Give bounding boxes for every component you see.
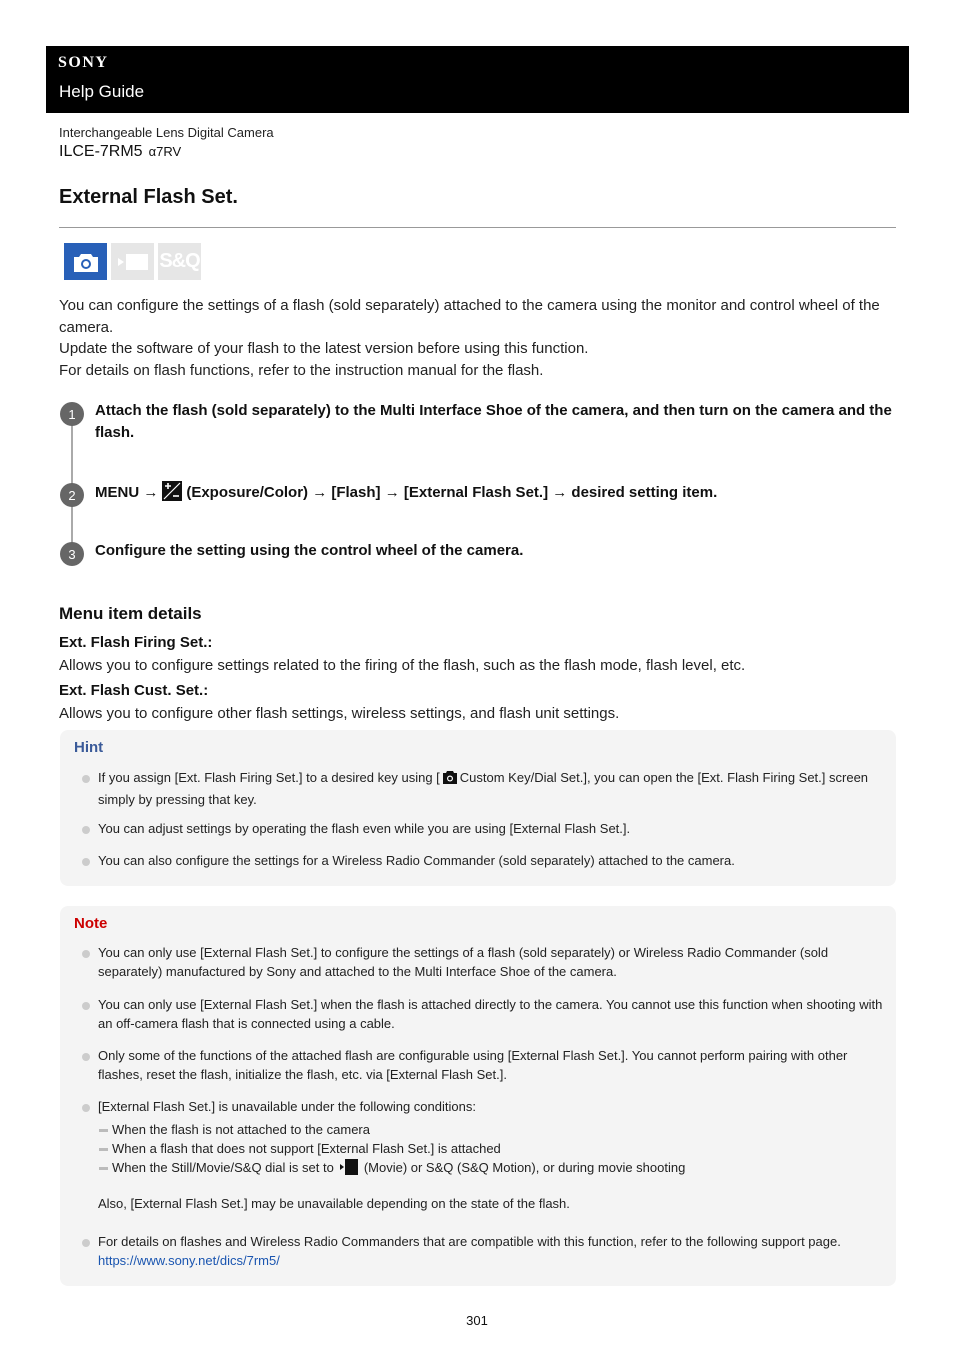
sq-label: S&Q [159, 250, 200, 272]
note-item: You can only use [External Flash Set.] to configure the settings of a flash (sold separately) or Wireless Radio Commander (sold separately) manufactured by Sony and attached to the Multi Interface Shoe of the camera. [98, 943, 884, 981]
still-mode-icon [64, 243, 107, 280]
step-menu-prefix: MENU → [95, 484, 159, 501]
hint-item [98, 768, 884, 809]
mode-icons [64, 243, 201, 280]
support-link[interactable]: https://www.sony.net/dics/7rm5/ [98, 1253, 280, 1268]
item-term: Ext. Flash Cust. Set.: [59, 682, 209, 699]
intro-line-1: You can configure the settings of a flash (sold separately) attached to the camera using the monitor and control wheel of the camera. [59, 297, 880, 336]
product-category: Interchangeable Lens Digital Camera [59, 125, 274, 140]
note-text: For details on flashes and Wireless Radio Commanders that are compatible with this function, refer to the following support page. [98, 1234, 841, 1249]
note-subitem: When a flash that does not support [External Flash Set.] is attached [112, 1141, 501, 1156]
sony-logo: SONY [58, 54, 109, 71]
hint-item: You can also configure the settings for a Wireless Radio Commander (sold separately) attached to the camera. [98, 851, 884, 870]
hint-text: If you assign [Ext. Flash Firing Set.] to a desired key using [ [98, 770, 440, 785]
exposure-color-icon [162, 481, 182, 501]
note-item [98, 1232, 884, 1270]
item-desc: Allows you to configure other flash settings, wireless settings, and flash unit settings. [59, 705, 620, 722]
step-text [95, 481, 895, 504]
camera-icon [442, 770, 458, 790]
note-subitem [112, 1158, 685, 1180]
intro-line-3: For details on flash functions, refer to the instruction manual for the flash. [59, 361, 544, 379]
title-divider [59, 227, 896, 228]
model-alpha: α7RV [148, 144, 182, 159]
menu-item-details-heading: Menu item details [59, 604, 202, 623]
page-title: External Flash Set. [59, 186, 238, 208]
note-subitem-text: When the Still/Movie/S&Q dial is set to [112, 1160, 334, 1175]
movie-icon [340, 1159, 358, 1180]
header-bar [46, 46, 909, 113]
model-name: ILCE-7RM5 [59, 143, 143, 160]
note-box [60, 906, 896, 1286]
note-label: Note [74, 915, 108, 932]
hint-label: Hint [74, 739, 104, 756]
step-text: Attach the flash (sold separately) to the Multi Interface Shoe of the camera, and then turn on the camera and the flash. [95, 402, 892, 441]
step-number: 2 [60, 483, 84, 507]
sq-mode-icon [158, 243, 201, 280]
note-subitem: When the flash is not attached to the camera [112, 1122, 370, 1137]
step-number: 3 [60, 542, 84, 566]
step-text: Configure the setting using the control wheel of the camera. [95, 542, 524, 559]
help-guide-label: Help Guide [59, 82, 145, 101]
item-term: Ext. Flash Firing Set.: [59, 634, 213, 651]
note-subitem-text: (Movie) or S&Q (S&Q Motion), or during movie shooting [363, 1160, 686, 1175]
item-desc: Allows you to configure settings related to the firing of the flash, such as the flash mode, flash level, etc. [59, 657, 746, 674]
step-number: 1 [60, 402, 84, 426]
product-model [59, 143, 181, 161]
note-also: Also, [External Flash Set.] may be unavailable depending on the state of the flash. [98, 1196, 570, 1211]
hint-text: Custom Key/Dial Set.], you can open the [Ext. Flash Firing Set.] screen simply by pressing that key. [98, 770, 869, 807]
intro-line-2: Update the software of your flash to the latest version before using this function. [59, 340, 589, 357]
step-connector [71, 424, 73, 486]
hint-box [60, 730, 896, 886]
note-item: Only some of the functions of the attached flash are configurable using [External Flash Set.]. You cannot perform pairing with other flashes, reset the flash, initialize the flash, etc. via [External Flash Set.]. [98, 1046, 884, 1084]
intro-text [59, 295, 899, 381]
page-number: 301 [466, 1313, 488, 1328]
step-connector [71, 505, 73, 545]
note-item: [External Flash Set.] is unavailable under the following conditions: [98, 1097, 884, 1116]
step-menu-suffix: (Exposure/Color) → [Flash] → [External Flash Set.] → desired setting item. [186, 484, 718, 501]
movie-mode-icon [111, 243, 154, 280]
note-item: You can only use [External Flash Set.] when the flash is attached directly to the camera. You cannot use this function when shooting with an off-camera flash that is connected using a cable. [98, 997, 883, 1031]
hint-item: You can adjust settings by operating the flash even while you are using [External Flash Set.]. [98, 819, 884, 838]
